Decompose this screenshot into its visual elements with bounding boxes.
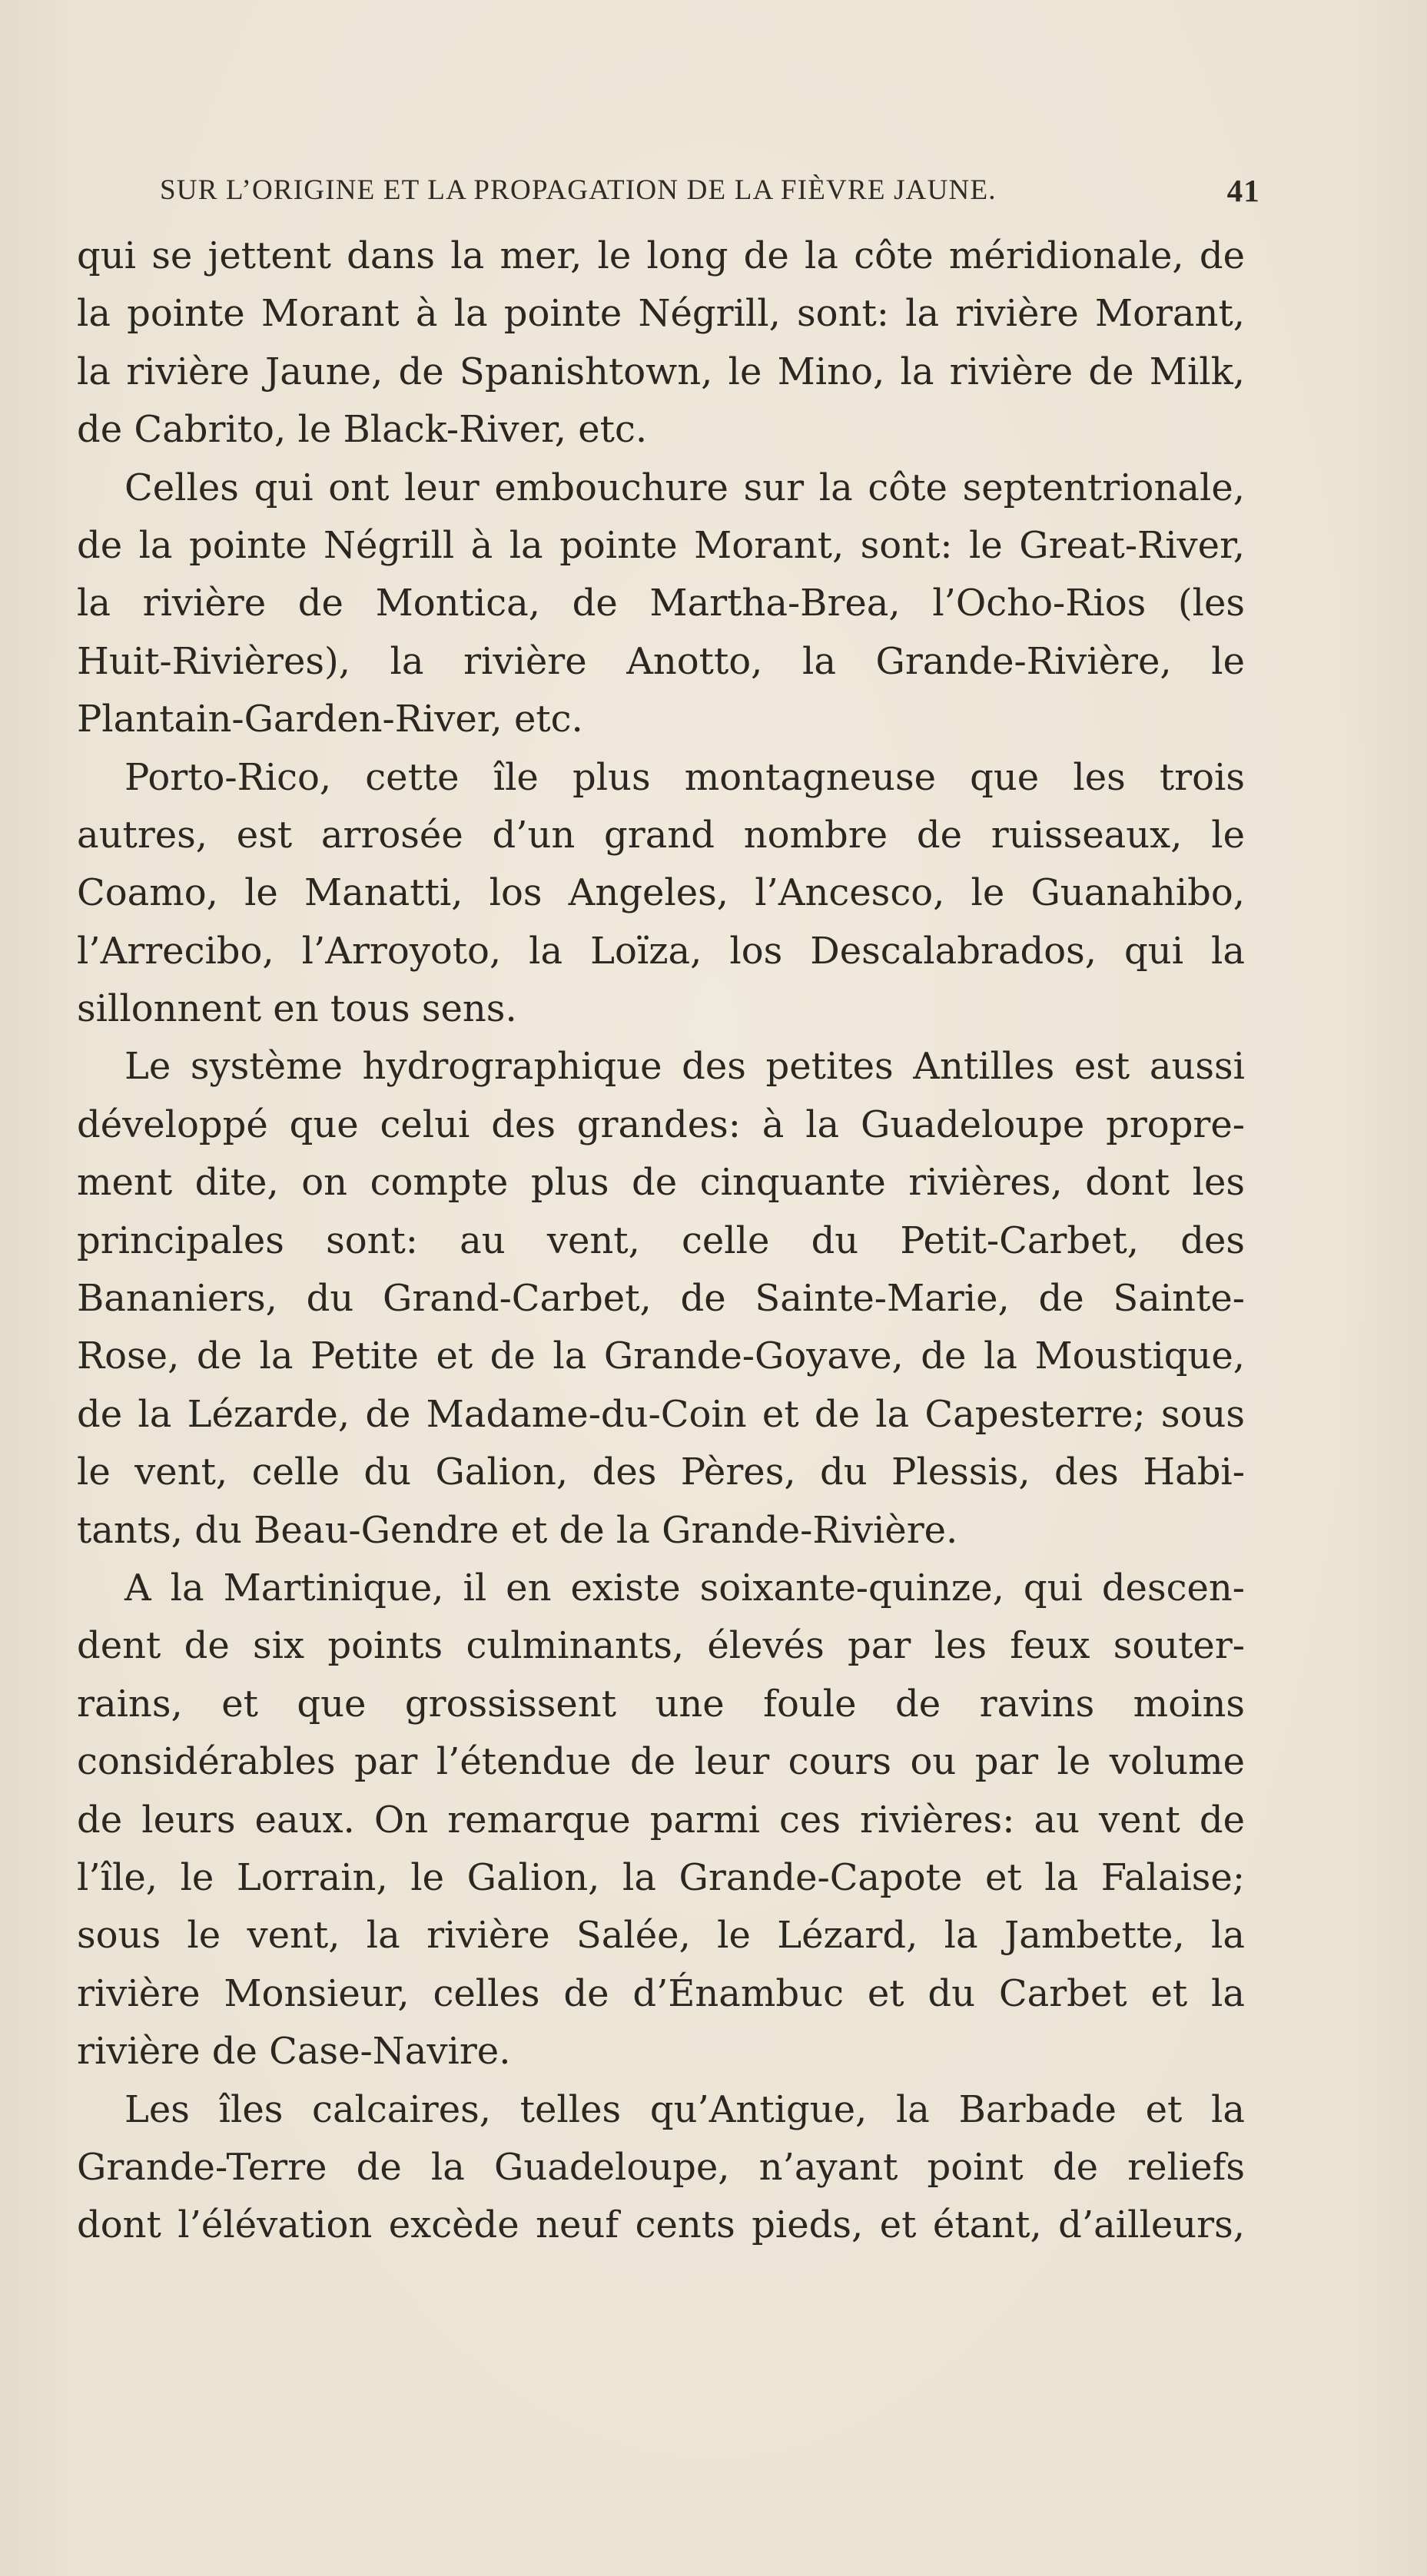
text-line: Porto-Rico, cette île plus montagneuse que les trois [124,755,1245,799]
text-line: dont l’élévation excède neuf cents pieds, et étant, d’ailleurs, [77,2203,1245,2247]
text-line: Le système hydrographique des petites Antilles est aussi [124,1045,1245,1089]
body-text [77,227,1245,2255]
text-line: Les îles calcaires, telles qu’Antigue, la Barbade et la [124,2087,1245,2131]
text-line: sillonnent en tous sens. [77,987,517,1031]
text-line: ment dite, on compte plus de cinquante rivières, dont les [77,1161,1245,1205]
text-line: principales sont: au vent, celle du Petit-Carbet, des [77,1218,1245,1262]
text-line: la pointe Morant à la pointe Négrill, sont: la rivière Morant, [77,292,1245,336]
text-line: la rivière de Montica, de Martha-Brea, l’Ocho-Rios (les [77,582,1245,625]
text-line: rains, et que grossissent une foule de ravins moins [77,1682,1245,1726]
text-line: Coamo, le Manatti, los Angeles, l’Ancesco, le Guanahibo, [77,871,1245,915]
text-line: de leurs eaux. On remarque parmi ces rivières: au vent de [77,1798,1245,1842]
text-line: développé que celui des grandes: à la Guadeloupe propre- [77,1102,1245,1146]
text-line: Plantain-Garden-River, etc. [77,698,583,741]
text-line: Celles qui ont leur embouchure sur la côte septentrionale, [124,466,1245,509]
text-line: le vent, celle du Galion, des Pères, du Plessis, des Habi- [77,1450,1245,1494]
text-line: l’Arrecibo, l’Arroyoto, la Loïza, los Descalabrados, qui la [77,929,1245,973]
page-number: 41 [1226,173,1260,208]
text-line: rivière Monsieur, celles de d’Énambuc et du Carbet et la [77,1971,1245,2015]
text-line: de la Lézarde, de Madame-du-Coin et de la Capesterre; sous [77,1392,1245,1436]
text-line: tants, du Beau-Gendre et de la Grande-Rivière. [77,1508,958,1552]
text-line: rivière de Case-Navire. [77,2030,511,2074]
text-line: autres, est arrosée d’un grand nombre de ruisseaux, le [77,813,1245,857]
text-line: sous le vent, la rivière Salée, le Lézard, la Jambette, la [77,1914,1245,1958]
text-line: qui se jettent dans la mer, le long de la côte méridionale, de [77,234,1245,277]
text-line: de Cabrito, le Black-River, etc. [77,408,648,452]
text-line: Rose, de la Petite et de la Grande-Goyave, de la Moustique, [77,1334,1245,1378]
text-line: Huit-Rivières), la rivière Anotto, la Grande-Rivière, le [77,639,1245,683]
text-line: de la pointe Négrill à la pointe Morant, sont: le Great-River, [77,523,1245,567]
running-head [160,174,1260,212]
text-line: Grande-Terre de la Guadeloupe, n’ayant point de reliefs [77,2145,1245,2189]
text-line: Bananiers, du Grand-Carbet, de Sainte-Marie, de Sainte- [77,1277,1245,1321]
text-line: la rivière Jaune, de Spanishtown, le Mino, la rivière de Milk, [77,350,1245,393]
text-line: A la Martinique, il en existe soixante-quinze, qui descen- [124,1566,1245,1610]
text-line: considérables par l’étendue de leur cours ou par le volume [77,1740,1245,1784]
text-line: dent de six points culminants, élevés par les feux souter- [77,1624,1245,1668]
running-title: SUR L’ORIGINE ET LA PROPAGATION DE LA FIÈVRE JAUNE. [160,174,997,206]
text-line: l’île, le Lorrain, le Galion, la Grande-Capote et la Falaise; [77,1855,1245,1899]
